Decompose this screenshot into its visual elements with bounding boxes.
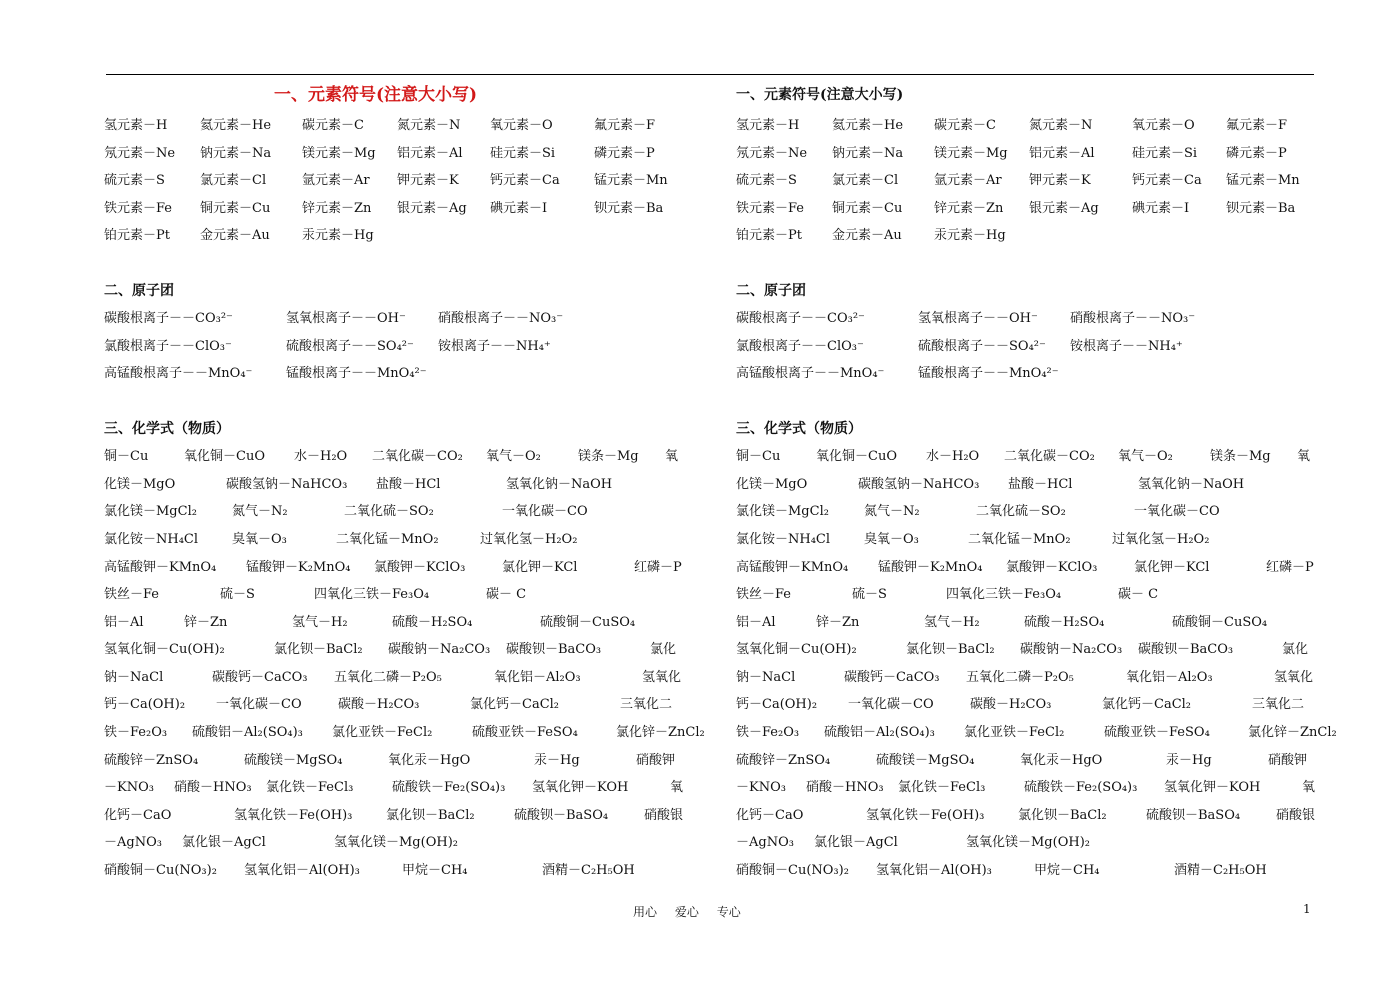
text-line: [104, 829, 724, 857]
entry: 氯化铵－NH₄Cl: [104, 531, 199, 547]
text-line: [736, 471, 1356, 499]
text-line: [104, 167, 724, 195]
text-line: [104, 140, 724, 168]
text-line: [104, 747, 724, 775]
entry: 高锰酸钾－KMnO₄: [736, 559, 849, 575]
entry: 氖元素－Ne: [104, 145, 176, 161]
entry: 红磷－P: [634, 559, 682, 575]
entry: 化镁－MgO: [736, 476, 808, 492]
entry: 碳酸钠－Na₂CO₃: [1020, 642, 1123, 658]
entry: 磷元素－P: [1226, 145, 1287, 161]
entry: 钙元素－Ca: [1132, 173, 1202, 189]
entry: 氩元素－Ar: [934, 173, 1002, 189]
entry: 锰酸根离子－－MnO₄²⁻: [286, 366, 427, 382]
text-line: [736, 554, 1356, 582]
entry: 铁元素－Fe: [104, 200, 173, 216]
entry: 二氧化锰－MnO₂: [336, 531, 439, 547]
entry: 银元素－Ag: [397, 200, 467, 216]
entry: 氢氧化铝－Al(OH)₃: [876, 863, 992, 879]
entry: 氧: [670, 780, 684, 796]
entry: 氧化铝－Al₂O₃: [1126, 669, 1213, 685]
text-line: [736, 195, 1356, 223]
left-formulas-list: [104, 443, 724, 885]
entry: 过氧化氢－H₂O₂: [1112, 531, 1210, 547]
text-line: [104, 691, 724, 719]
entry: 高锰酸根离子－－MnO₄⁻: [736, 366, 885, 382]
entry: 氢氧化钠－NaOH: [506, 476, 613, 492]
entry: 钾元素－K: [1029, 173, 1091, 189]
left-section-title-groups: 二、原子团: [104, 282, 174, 299]
entry: 铁丝－Fe: [736, 587, 792, 603]
text-line: [736, 526, 1356, 554]
entry: 氟元素－F: [594, 118, 656, 133]
entry: 化钙－CaO: [104, 807, 172, 823]
left-elements-list: [104, 112, 724, 250]
entry: 硝酸钾: [1268, 752, 1308, 768]
entry: 金元素－Au: [200, 228, 270, 244]
entry: 氢氧化铝－Al(OH)₃: [244, 863, 360, 879]
entry: 铁－Fe₂O₃: [104, 725, 168, 741]
entry: 碳元素－C: [302, 118, 364, 133]
text-line: [736, 360, 1356, 388]
page-number: 1: [1303, 902, 1311, 916]
entry: 氢氧化钠－NaOH: [1138, 476, 1245, 492]
entry: 硫酸根离子－－SO₄²⁻: [286, 338, 414, 354]
entry: 一氧化碳－CO: [1134, 504, 1220, 520]
text-line: [104, 609, 724, 637]
entry: 氧: [1302, 780, 1316, 796]
text-line: [736, 305, 1356, 333]
entry: 锰元素－Mn: [594, 173, 668, 189]
entry: 碳酸－H₂CO₃: [338, 697, 420, 713]
entry: 氯化钙－CaCl₂: [470, 697, 560, 713]
text-line: [104, 802, 724, 830]
entry: 锌元素－Zn: [934, 200, 1004, 216]
text-line: [104, 774, 724, 802]
entry: 碳酸钡－BaCO₃: [1138, 642, 1234, 658]
entry: 氧元素－O: [1132, 118, 1195, 133]
entry: 五氧化二磷－P₂O₅: [966, 669, 1074, 685]
entry: 氟元素－F: [1226, 118, 1288, 133]
entry: 硫酸钡－BaSO₄: [1146, 807, 1241, 823]
entry: 臭氧－O₃: [864, 531, 919, 547]
entry: 氦元素－He: [200, 118, 272, 133]
text-line: [736, 664, 1356, 692]
entry: －KNO₃: [104, 780, 154, 796]
text-line: [736, 691, 1356, 719]
entry: 氯化钡－BaCl₂: [274, 642, 363, 658]
entry: 氧气－O₂: [1118, 449, 1173, 465]
entry: 氯化亚铁－FeCl₂: [332, 725, 433, 741]
entry: 铵根离子－－NH₄⁺: [1070, 338, 1183, 354]
entry: 碳酸钙－CaCO₃: [844, 669, 940, 685]
entry: 一氧化碳－CO: [216, 697, 302, 713]
entry: 银元素－Ag: [1029, 200, 1099, 216]
entry: 氯化钡－BaCl₂: [1018, 807, 1107, 823]
text-line: [736, 747, 1356, 775]
entry: 氢氧化铁－Fe(OH)₃: [866, 807, 985, 823]
entry: 氯元素－Cl: [832, 173, 899, 189]
entry: 二氧化硫－SO₂: [976, 504, 1066, 520]
entry: 臭氧－O₃: [232, 531, 287, 547]
entry: 氯化锌－ZnCl₂: [1248, 725, 1337, 741]
entry: 钙－Ca(OH)₂: [736, 697, 818, 713]
entry: 五氧化二磷－P₂O₅: [334, 669, 442, 685]
entry: 氯化亚铁－FeCl₂: [964, 725, 1065, 741]
entry: 硫元素－S: [104, 173, 165, 189]
entry: 锌－Zn: [184, 614, 228, 630]
entry: 氮气－N₂: [232, 504, 288, 520]
entry: 硫酸锌－ZnSO₄: [736, 752, 831, 768]
entry: 铁－Fe₂O₃: [736, 725, 800, 741]
entry: －AgNO₃: [736, 835, 794, 851]
text-line: [104, 498, 724, 526]
entry: 硫酸镁－MgSO₄: [244, 752, 343, 768]
entry: 氯元素－Cl: [200, 173, 267, 189]
entry: 氢氧化钾－KOH: [1164, 780, 1261, 796]
entry: 铂元素－Pt: [104, 228, 170, 244]
entry: －AgNO₃: [104, 835, 162, 851]
entry: 氯化: [1282, 642, 1309, 658]
entry: 酒精－C₂H₅OH: [542, 863, 635, 879]
entry: 铝元素－Al: [1029, 145, 1095, 161]
text-line: [736, 719, 1356, 747]
entry: －KNO₃: [736, 780, 786, 796]
entry: 四氧化三铁－Fe₃O₄: [314, 587, 430, 603]
text-line: [104, 112, 724, 140]
entry: 硅元素－Si: [1132, 145, 1198, 161]
entry: 氢氧根离子－－OH⁻: [286, 311, 406, 327]
entry: 一氧化碳－CO: [848, 697, 934, 713]
entry: 磷元素－P: [594, 145, 655, 161]
entry: 氧元素－O: [490, 118, 553, 133]
entry: 二氧化硫－SO₂: [344, 504, 434, 520]
entry: 硫酸亚铁－FeSO₄: [472, 725, 578, 741]
right-section-title-elements: 一、元素符号(注意大小写): [736, 87, 904, 103]
entry: 氢氧化铁－Fe(OH)₃: [234, 807, 353, 823]
header-rule: [106, 74, 1314, 75]
entry: 氯化铁－FeCl₃: [898, 780, 986, 796]
text-line: [104, 360, 724, 388]
footer-item: 用心: [633, 905, 658, 919]
text-line: [104, 526, 724, 554]
entry: 铁元素－Fe: [736, 200, 805, 216]
entry: 水－H₂O: [926, 449, 980, 465]
entry: 氧化汞－HgO: [1020, 752, 1103, 768]
entry: 氯化锌－ZnCl₂: [616, 725, 705, 741]
entry: 三氧化二: [620, 697, 673, 713]
entry: 一氧化碳－CO: [502, 504, 588, 520]
text-line: [736, 498, 1356, 526]
right-section-title-groups: 二、原子团: [736, 282, 806, 299]
entry: 硫－S: [852, 587, 887, 603]
entry: 硝酸－HNO₃: [806, 780, 884, 796]
entry: 锰酸钾－K₂MnO₄: [878, 559, 983, 575]
text-line: [104, 857, 724, 885]
entry: 氯酸根离子－－ClO₃⁻: [104, 338, 232, 354]
entry: 氦元素－He: [832, 118, 904, 133]
entry: 硫酸铝－Al₂(SO₄)₃: [824, 725, 935, 741]
text-line: [736, 857, 1356, 885]
text-line: [736, 140, 1356, 168]
text-line: [104, 581, 724, 609]
entry: 盐酸－HCl: [1008, 476, 1073, 492]
entry: 氯化钾－KCl: [1134, 559, 1210, 575]
text-line: [736, 829, 1356, 857]
entry: 碳酸根离子－－CO₃²⁻: [104, 311, 233, 327]
entry: 钙元素－Ca: [490, 173, 560, 189]
entry: 铜－Cu: [104, 449, 149, 465]
entry: 盐酸－HCl: [376, 476, 441, 492]
entry: 氧化汞－HgO: [388, 752, 471, 768]
entry: 高锰酸根离子－－MnO₄⁻: [104, 366, 253, 382]
entry: 氖元素－Ne: [736, 145, 808, 161]
entry: 氢气－H₂: [924, 614, 980, 630]
entry: 硫酸镁－MgSO₄: [876, 752, 975, 768]
text-line: [736, 774, 1356, 802]
text-line: [104, 664, 724, 692]
entry: 碳酸根离子－－CO₃²⁻: [736, 311, 865, 327]
entry: 汞－Hg: [534, 752, 580, 768]
right-column: [736, 82, 1356, 885]
entry: 氢气－H₂: [292, 614, 348, 630]
entry: 氮元素－N: [397, 118, 461, 133]
entry: 氢元素－H: [104, 118, 168, 133]
entry: 硫酸铁－Fe₂(SO₄)₃: [1024, 780, 1138, 796]
entry: 氯化钾－KCl: [502, 559, 578, 575]
text-line: [736, 609, 1356, 637]
text-line: [104, 195, 724, 223]
entry: 金元素－Au: [832, 228, 902, 244]
entry: 酒精－C₂H₅OH: [1174, 863, 1267, 879]
entry: 碳酸氢钠－NaHCO₃: [226, 476, 348, 492]
footer-item: 专心: [716, 905, 741, 919]
entry: 氢氧根离子－－OH⁻: [918, 311, 1038, 327]
entry: 铝－Al: [736, 614, 776, 630]
entry: 钠－NaCl: [104, 669, 164, 685]
entry: 氯化镁－MgCl₂: [104, 504, 197, 520]
entry: 氯化钡－BaCl₂: [386, 807, 475, 823]
text-line: [736, 333, 1356, 361]
text-line: [104, 471, 724, 499]
entry: 钾元素－K: [397, 173, 459, 189]
entry: 氩元素－Ar: [302, 173, 370, 189]
text-line: [104, 443, 724, 471]
entry: 氧化铝－Al₂O₃: [494, 669, 581, 685]
entry: 二氧化碳－CO₂: [372, 449, 463, 465]
entry: 硝酸钾: [636, 752, 676, 768]
entry: 氢氧化钾－KOH: [532, 780, 629, 796]
entry: 锌元素－Zn: [302, 200, 372, 216]
entry: 氯酸钾－KClO₃: [374, 559, 466, 575]
entry: 锰酸钾－K₂MnO₄: [246, 559, 351, 575]
entry: 氯酸根离子－－ClO₃⁻: [736, 338, 864, 354]
entry: 钠元素－Na: [200, 145, 272, 161]
right-formulas-list: [736, 443, 1356, 885]
entry: 碳元素－C: [934, 118, 996, 133]
entry: 镁元素－Mg: [302, 145, 376, 161]
entry: 硫酸铁－Fe₂(SO₄)₃: [392, 780, 506, 796]
entry: 锌－Zn: [816, 614, 860, 630]
entry: 四氧化三铁－Fe₃O₄: [946, 587, 1062, 603]
entry: 碳酸钙－CaCO₃: [212, 669, 308, 685]
entry: 硝酸铜－Cu(NO₃)₂: [104, 863, 217, 879]
text-line: [736, 443, 1356, 471]
text-line: [104, 636, 724, 664]
entry: 硅元素－Si: [490, 145, 556, 161]
entry: 氯酸钾－KClO₃: [1006, 559, 1098, 575]
left-column: [104, 82, 724, 885]
entry: 甲烷－CH₄: [1034, 863, 1100, 879]
entry: 硫酸钡－BaSO₄: [514, 807, 609, 823]
entry: 氯化银－AgCl: [814, 835, 898, 851]
entry: 硝酸－HNO₃: [174, 780, 252, 796]
entry: 碘元素－I: [1132, 200, 1190, 216]
entry: 镁条－Mg: [1210, 449, 1271, 465]
entry: 化镁－MgO: [104, 476, 176, 492]
entry: 铝－Al: [104, 614, 144, 630]
entry: 过氧化氢－H₂O₂: [480, 531, 578, 547]
entry: 氢氧化铜－Cu(OH)₂: [104, 642, 225, 658]
entry: 碳酸氢钠－NaHCO₃: [858, 476, 980, 492]
text-line: [104, 719, 724, 747]
right-elements-list: [736, 112, 1356, 250]
entry: 碳酸钡－BaCO₃: [506, 642, 602, 658]
footer-item: 爱心: [674, 905, 699, 919]
right-groups-list: [736, 305, 1356, 388]
entry: 铜元素－Cu: [200, 200, 271, 216]
entry: 硫酸－H₂SO₄: [1024, 614, 1105, 630]
entry: 氧: [665, 449, 679, 465]
entry: 硝酸铜－Cu(NO₃)₂: [736, 863, 849, 879]
footer-motto: [633, 903, 755, 920]
entry: 氢氧化铜－Cu(OH)₂: [736, 642, 857, 658]
entry: 三氧化二: [1252, 697, 1305, 713]
entry: 红磷－P: [1266, 559, 1314, 575]
left-section-title-elements: 一、元素符号(注意大小写): [274, 85, 478, 105]
entry: 氯化铵－NH₄Cl: [736, 531, 831, 547]
right-section-title-formulas: 三、化学式（物质）: [736, 420, 862, 437]
entry: 水－H₂O: [294, 449, 348, 465]
entry: 氢氧化镁－Mg(OH)₂: [334, 835, 458, 851]
text-line: [736, 636, 1356, 664]
entry: 氧: [1297, 449, 1311, 465]
entry: 氯化铁－FeCl₃: [266, 780, 354, 796]
entry: 氮元素－N: [1029, 118, 1093, 133]
entry: 硫酸铜－CuSO₄: [540, 614, 636, 630]
entry: 钠元素－Na: [832, 145, 904, 161]
text-line: [104, 222, 724, 250]
entry: 氯化: [650, 642, 677, 658]
entry: 碘元素－I: [490, 200, 548, 216]
text-line: [736, 802, 1356, 830]
entry: 硝酸银: [644, 807, 684, 823]
left-groups-list: [104, 305, 724, 388]
entry: 镁条－Mg: [578, 449, 639, 465]
entry: 二氧化锰－MnO₂: [968, 531, 1071, 547]
entry: 钡元素－Ba: [1226, 200, 1296, 216]
entry: 氢氧化镁－Mg(OH)₂: [966, 835, 1090, 851]
entry: 硫酸根离子－－SO₄²⁻: [918, 338, 1046, 354]
text-line: [104, 554, 724, 582]
entry: 二氧化碳－CO₂: [1004, 449, 1095, 465]
entry: 硫酸锌－ZnSO₄: [104, 752, 199, 768]
entry: 铵根离子－－NH₄⁺: [438, 338, 551, 354]
text-line: [736, 112, 1356, 140]
entry: 铁丝－Fe: [104, 587, 160, 603]
entry: 硫－S: [220, 587, 255, 603]
entry: 氯化钡－BaCl₂: [906, 642, 995, 658]
entry: 铂元素－Pt: [736, 228, 802, 244]
entry: 氢元素－H: [736, 118, 800, 133]
entry: 铜－Cu: [736, 449, 781, 465]
text-line: [104, 333, 724, 361]
entry: 碳酸－H₂CO₃: [970, 697, 1052, 713]
entry: 氯化银－AgCl: [182, 835, 266, 851]
entry: 硝酸银: [1276, 807, 1316, 823]
entry: 钙－Ca(OH)₂: [104, 697, 186, 713]
entry: 甲烷－CH₄: [402, 863, 468, 879]
entry: 锰元素－Mn: [1226, 173, 1300, 189]
entry: 氢氧化: [1274, 669, 1314, 685]
entry: 氯化镁－MgCl₂: [736, 504, 829, 520]
entry: 镁元素－Mg: [934, 145, 1008, 161]
text-line: [104, 305, 724, 333]
text-line: [736, 167, 1356, 195]
entry: 碳酸钠－Na₂CO₃: [388, 642, 491, 658]
entry: 氧化铜－CuO: [816, 449, 897, 465]
text-line: [736, 581, 1356, 609]
entry: 硫酸铝－Al₂(SO₄)₃: [192, 725, 303, 741]
entry: 钡元素－Ba: [594, 200, 664, 216]
left-section-title-formulas: 三、化学式（物质）: [104, 420, 230, 437]
entry: 高锰酸钾－KMnO₄: [104, 559, 217, 575]
entry: 硝酸根离子－－NO₃⁻: [438, 311, 564, 327]
entry: 铝元素－Al: [397, 145, 463, 161]
entry: 氢氧化: [642, 669, 682, 685]
entry: 汞元素－Hg: [302, 228, 374, 244]
entry: 氧气－O₂: [486, 449, 541, 465]
entry: 碳－ C: [1118, 587, 1159, 603]
entry: 汞元素－Hg: [934, 228, 1006, 244]
entry: 钠－NaCl: [736, 669, 796, 685]
entry: 硫酸铜－CuSO₄: [1172, 614, 1268, 630]
entry: 硫酸亚铁－FeSO₄: [1104, 725, 1210, 741]
entry: 锰酸根离子－－MnO₄²⁻: [918, 366, 1059, 382]
entry: 氮气－N₂: [864, 504, 920, 520]
entry: 硫酸－H₂SO₄: [392, 614, 473, 630]
entry: 硝酸根离子－－NO₃⁻: [1070, 311, 1196, 327]
entry: 碳－ C: [486, 587, 527, 603]
text-line: [736, 222, 1356, 250]
entry: 硫元素－S: [736, 173, 797, 189]
entry: 汞－Hg: [1166, 752, 1212, 768]
entry: 氯化钙－CaCl₂: [1102, 697, 1192, 713]
entry: 化钙－CaO: [736, 807, 804, 823]
entry: 铜元素－Cu: [832, 200, 903, 216]
entry: 氧化铜－CuO: [184, 449, 265, 465]
